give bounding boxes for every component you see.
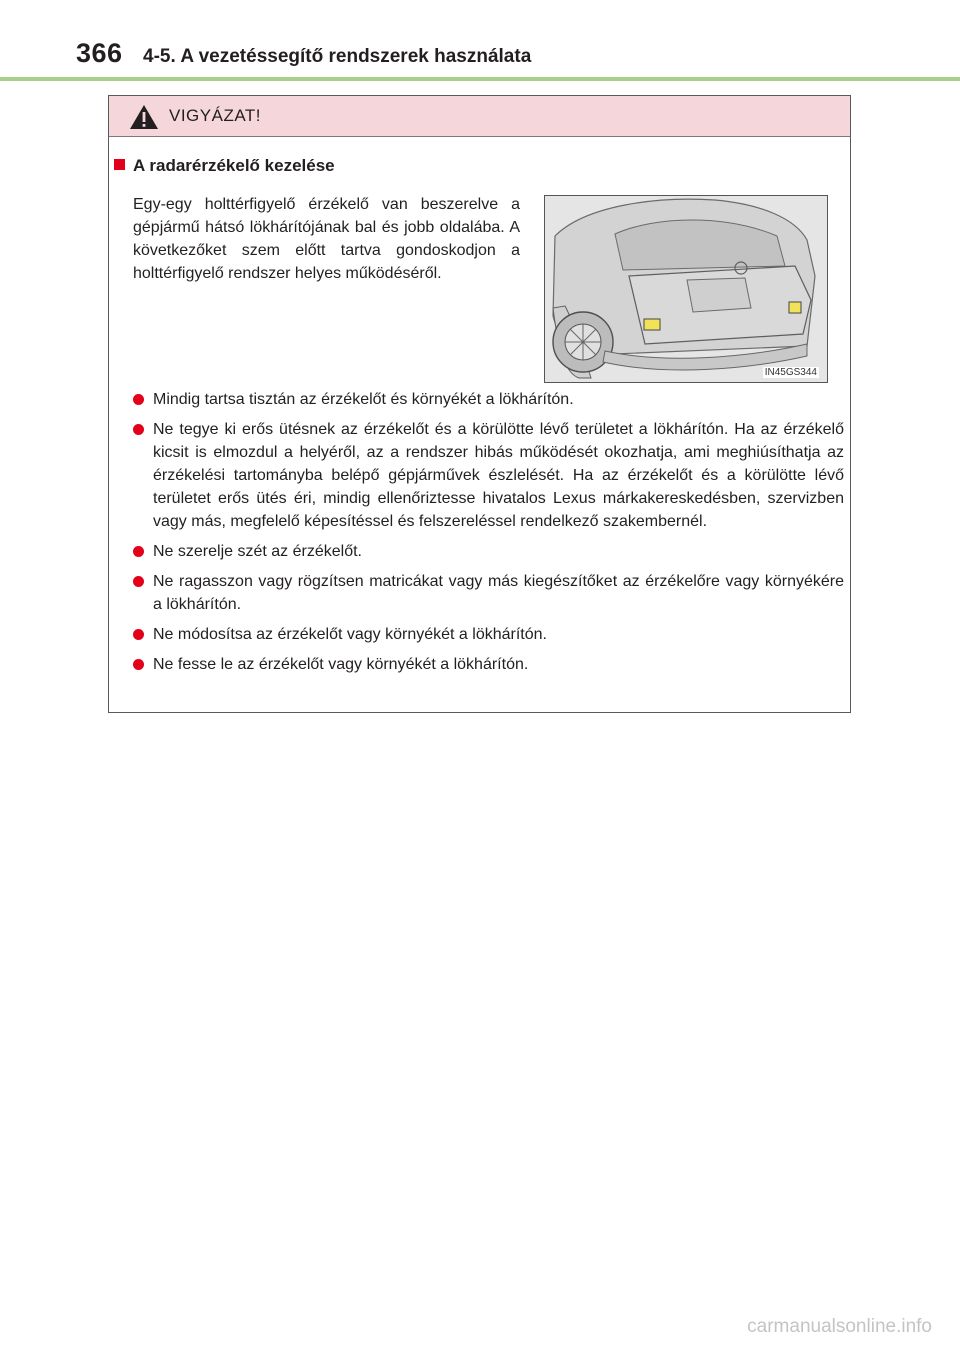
bullet-dot-icon xyxy=(133,546,144,557)
warning-box xyxy=(108,95,851,713)
list-item: Mindig tartsa tisztán az érzékelőt és környékét a lökhárítón. xyxy=(131,388,844,411)
bullet-dot-icon xyxy=(133,576,144,587)
bullet-dot-icon xyxy=(133,394,144,405)
bullet-dot-icon xyxy=(133,629,144,640)
page-header xyxy=(76,38,906,74)
header-rule xyxy=(0,77,960,81)
list-item: Ne tegye ki erős ütésnek az érzékelőt és a körülötte lévő területet a lökhárítón. Ha az érzékelő kicsit is elmozdul a helyéről, az a rendszer hibás működését okozhatja, ami meghiúsíthatja az érzékelési tartományba belépő gépjárművek észlelését. Ha az érzékelőt és a körülötte lévő területet erős ütés éri, mindig ellenőriztesse hivatalos Lexus márkakereskedésben, szervizben vagy más, megfelelő képesítéssel és felszereléssel rendelkező szakembernél. xyxy=(131,418,844,533)
square-bullet-icon xyxy=(114,159,125,170)
list-item: Ne fesse le az érzékelőt vagy környékét a lökhárítón. xyxy=(131,653,844,676)
list-item: Ne ragasszon vagy rögzítsen matricákat vagy más kiegészítőket az érzékelőre vagy környékére a lökhárítón. xyxy=(131,570,844,616)
bullet-list xyxy=(131,388,844,683)
bullet-dot-icon xyxy=(133,424,144,435)
warning-title: VIGYÁZAT! xyxy=(169,106,262,125)
subheading xyxy=(114,156,335,176)
bullet-dot-icon xyxy=(133,659,144,670)
watermark: carmanualsonline.info xyxy=(747,1316,932,1337)
car-rear-illustration xyxy=(545,196,827,382)
figure-code: IN45GS344 xyxy=(764,367,817,378)
rear-bumper-sensor-figure xyxy=(544,195,828,383)
warning-header xyxy=(109,96,850,137)
list-item: Ne szerelje szét az érzékelőt. xyxy=(131,540,844,563)
list-item: Ne módosítsa az érzékelőt vagy környékét a lökhárítón. xyxy=(131,623,844,646)
page-number: 366 xyxy=(76,38,123,68)
warning-triangle-icon xyxy=(129,104,159,130)
subheading-text: A radarérzékelő kezelése xyxy=(133,156,335,175)
section-title: 4-5. A vezetéssegítő rendszerek használata xyxy=(143,46,532,67)
intro-paragraph: Egy-egy holttérfigyelő érzékelő van beszerelve a gépjármű hátsó lökhárítójának bal és jobb oldalába. A következőket szem előtt tartva gondoskodjon a holttérfigyelő rendszer helyes működéséről. xyxy=(133,196,520,282)
